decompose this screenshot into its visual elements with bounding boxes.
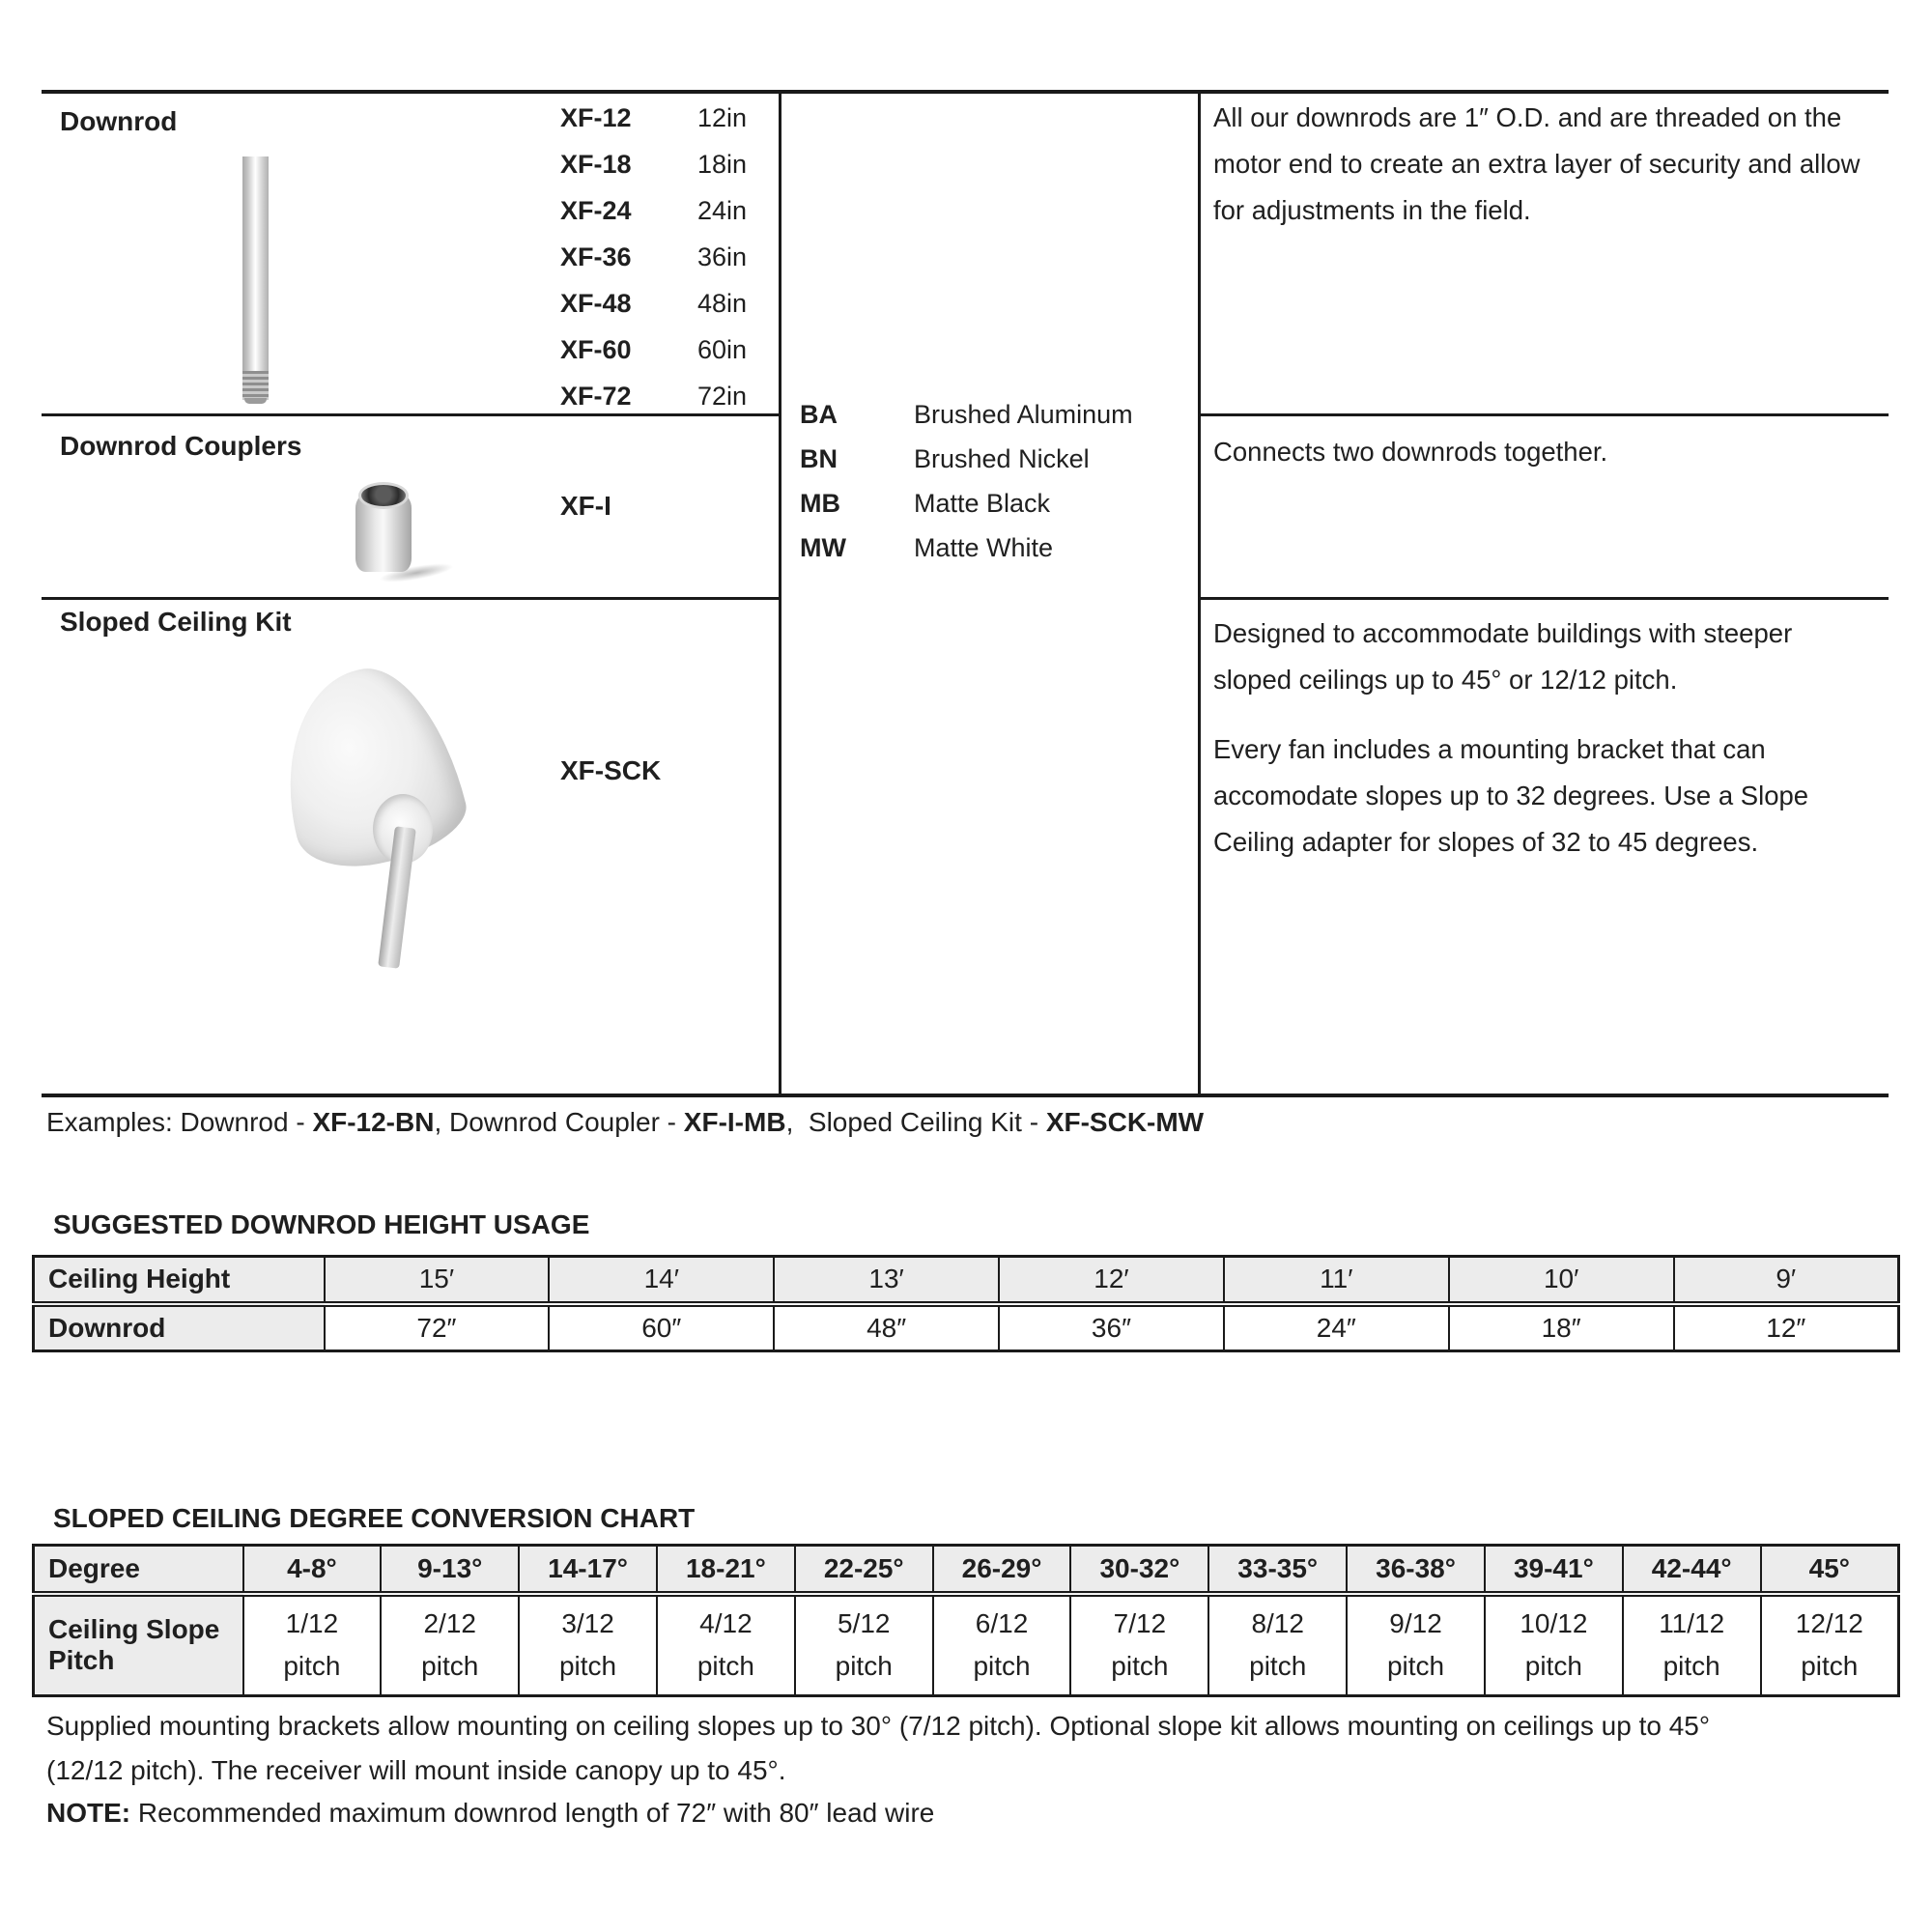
sloped-kit-section-title: Sloped Ceiling Kit bbox=[60, 607, 292, 637]
finish-legend bbox=[800, 392, 1133, 570]
downrod-image bbox=[242, 156, 269, 373]
downrod-height-usage-table bbox=[32, 1255, 1900, 1352]
coupler-model-code: XF-I bbox=[560, 491, 611, 521]
pitch-word: pitch bbox=[558, 1651, 617, 1682]
footnote-line-1: Supplied mounting brackets allow mounting on ceiling slopes up to 30° (7/12 pitch). Optional slope kit allows mounting on ceilings up to 45° bbox=[46, 1711, 1711, 1741]
value-cell: 15′ bbox=[325, 1257, 550, 1304]
table-header-row bbox=[34, 1546, 1899, 1594]
downrod-model-row bbox=[560, 373, 747, 419]
value-cell: 36″ bbox=[999, 1304, 1224, 1351]
pitch-fraction: 2/12 bbox=[423, 1608, 476, 1639]
value-cell: 60″ bbox=[549, 1304, 774, 1351]
value-cell: 9′ bbox=[1674, 1257, 1899, 1304]
downrod-model-code: XF-48 bbox=[560, 288, 632, 318]
note-label: NOTE: bbox=[46, 1798, 131, 1828]
degree-header-cell: 18-21° bbox=[657, 1546, 795, 1594]
downrod-description: All our downrods are 1″ O.D. and are threaded on the motor end to create an extra layer of security and allow for adjustments in the field. bbox=[1213, 102, 1861, 225]
value-cell: 24″ bbox=[1224, 1304, 1449, 1351]
downrod-model-row bbox=[560, 327, 747, 373]
downrod-model-row bbox=[560, 280, 747, 327]
finish-code: BN bbox=[800, 443, 838, 473]
finish-name: Brushed Nickel bbox=[914, 443, 1090, 473]
coupler-description: Connects two downrods together. bbox=[1213, 437, 1608, 467]
pitch-fraction: 4/12 bbox=[699, 1608, 753, 1639]
downrod-tip-detail bbox=[244, 398, 267, 404]
pitch-value-cell bbox=[933, 1594, 1071, 1696]
row-label-cell: Ceiling Height bbox=[34, 1257, 325, 1304]
pitch-word: pitch bbox=[1249, 1651, 1307, 1682]
finish-code: MW bbox=[800, 532, 846, 562]
degree-header-cell: 30-32° bbox=[1070, 1546, 1208, 1594]
degree-header-cell: 45° bbox=[1761, 1546, 1899, 1594]
pitch-fraction: 11/12 bbox=[1659, 1608, 1725, 1639]
pitch-word: pitch bbox=[1801, 1651, 1859, 1682]
downrod-thread-detail bbox=[242, 371, 269, 400]
finish-code: MB bbox=[800, 488, 840, 518]
example-coupler-code: XF-I-MB bbox=[683, 1107, 786, 1137]
table-row bbox=[34, 1304, 1899, 1351]
pitch-fraction: 8/12 bbox=[1251, 1608, 1304, 1639]
degree-header-cell: 9-13° bbox=[381, 1546, 519, 1594]
finish-row bbox=[800, 481, 1133, 526]
finish-name: Brushed Aluminum bbox=[914, 399, 1133, 429]
degree-header-cell: 22-25° bbox=[795, 1546, 933, 1594]
bottom-rule bbox=[42, 1094, 1889, 1097]
downrod-model-row bbox=[560, 187, 747, 234]
note-line bbox=[46, 1791, 1891, 1835]
pitch-word: pitch bbox=[1662, 1651, 1720, 1682]
table-row bbox=[34, 1594, 1899, 1696]
column-divider-2 bbox=[1198, 90, 1201, 1097]
pitch-label-cell: Ceiling Slope Pitch bbox=[34, 1594, 243, 1696]
pitch-fraction: 9/12 bbox=[1389, 1608, 1442, 1639]
finish-name: Matte White bbox=[914, 532, 1054, 562]
sloped-kit-model-code: XF-SCK bbox=[560, 755, 662, 785]
degree-conversion-table bbox=[32, 1544, 1900, 1697]
example-downrod-code: XF-12-BN bbox=[312, 1107, 435, 1137]
downrod-model-code: XF-60 bbox=[560, 334, 632, 364]
sloped-kit-canopy-image bbox=[261, 652, 474, 881]
downrod-section-title: Downrod bbox=[60, 106, 178, 136]
downrod-model-size: 12in bbox=[697, 102, 748, 132]
downrod-model-code: XF-18 bbox=[560, 149, 632, 179]
pitch-value-cell bbox=[657, 1594, 795, 1696]
pitch-value-cell bbox=[519, 1594, 657, 1696]
value-cell: 48″ bbox=[774, 1304, 999, 1351]
pitch-word: pitch bbox=[1111, 1651, 1169, 1682]
pitch-word: pitch bbox=[696, 1651, 754, 1682]
value-cell: 18″ bbox=[1449, 1304, 1674, 1351]
downrod-model-code: XF-36 bbox=[560, 242, 632, 271]
value-cell: 10′ bbox=[1449, 1257, 1674, 1304]
pitch-value-cell bbox=[1208, 1594, 1347, 1696]
pitch-value-cell bbox=[243, 1594, 382, 1696]
coupler-opening bbox=[358, 482, 409, 509]
downrod-model-size: 36in bbox=[697, 242, 748, 271]
value-cell: 12″ bbox=[1674, 1304, 1899, 1351]
value-cell: 13′ bbox=[774, 1257, 999, 1304]
value-cell: 12′ bbox=[999, 1257, 1224, 1304]
downrod-model-size: 60in bbox=[697, 334, 748, 364]
pitch-word: pitch bbox=[973, 1651, 1031, 1682]
finish-row bbox=[800, 526, 1133, 570]
finish-row bbox=[800, 437, 1133, 481]
pitch-word: pitch bbox=[421, 1651, 479, 1682]
value-cell: 14′ bbox=[549, 1257, 774, 1304]
row-label-cell: Downrod bbox=[34, 1304, 325, 1351]
pitch-word: pitch bbox=[1386, 1651, 1445, 1682]
example-sloped-kit-code: XF-SCK-MW bbox=[1045, 1107, 1205, 1137]
pitch-fraction: 6/12 bbox=[975, 1608, 1029, 1639]
finish-code: BA bbox=[800, 399, 838, 429]
height-usage-table-title: SUGGESTED DOWNROD HEIGHT USAGE bbox=[53, 1209, 590, 1239]
left-row-divider-2 bbox=[42, 597, 779, 600]
degree-header-cell: 36-38° bbox=[1347, 1546, 1485, 1594]
downrod-model-size: 18in bbox=[697, 149, 748, 179]
degree-header-cell: 42-44° bbox=[1623, 1546, 1761, 1594]
degree-header-cell: 39-41° bbox=[1485, 1546, 1623, 1594]
degree-header-cell: 4-8° bbox=[243, 1546, 382, 1594]
downrod-model-code: XF-24 bbox=[560, 195, 632, 225]
table-row bbox=[34, 1257, 1899, 1304]
degree-label-cell: Degree bbox=[34, 1546, 243, 1594]
downrod-model-list bbox=[560, 95, 747, 419]
downrod-model-size: 72in bbox=[697, 381, 748, 411]
pitch-value-cell bbox=[1761, 1594, 1899, 1696]
couplers-section-title: Downrod Couplers bbox=[60, 431, 302, 461]
sloped-kit-description-1: Designed to accommodate buildings with steeper sloped ceilings up to 45° or 12/12 pitch. bbox=[1213, 618, 1793, 695]
value-cell: 11′ bbox=[1224, 1257, 1449, 1304]
pitch-value-cell bbox=[795, 1594, 933, 1696]
downrod-model-size: 48in bbox=[697, 288, 748, 318]
right-row-divider-1 bbox=[1201, 413, 1889, 416]
pitch-fraction: 12/12 bbox=[1795, 1608, 1863, 1639]
sloped-kit-description-2: Every fan includes a mounting bracket that can accomodate slopes up to 32 degrees. Use a Slope Ceiling adapter for slopes of 32 to 45 degrees. bbox=[1213, 734, 1809, 857]
column-divider-1 bbox=[779, 90, 781, 1097]
examples-mid2: , Sloped Ceiling Kit - bbox=[785, 1107, 1046, 1137]
degree-header-cell: 26-29° bbox=[933, 1546, 1071, 1594]
downrod-model-row bbox=[560, 95, 747, 141]
pitch-word: pitch bbox=[283, 1651, 341, 1682]
degree-header-cell: 33-35° bbox=[1208, 1546, 1347, 1594]
degree-header-cell: 14-17° bbox=[519, 1546, 657, 1594]
pitch-value-cell bbox=[1485, 1594, 1623, 1696]
pitch-word: pitch bbox=[835, 1651, 893, 1682]
examples-mid1: , Downrod Coupler - bbox=[434, 1107, 684, 1137]
top-rule bbox=[42, 90, 1889, 94]
pitch-fraction: 5/12 bbox=[837, 1608, 891, 1639]
pitch-value-cell bbox=[381, 1594, 519, 1696]
pitch-fraction: 10/12 bbox=[1520, 1608, 1588, 1639]
pitch-word: pitch bbox=[1524, 1651, 1582, 1682]
finish-row bbox=[800, 392, 1133, 437]
degree-conversion-table-title: SLOPED CEILING DEGREE CONVERSION CHART bbox=[53, 1503, 696, 1533]
downrod-model-code: XF-72 bbox=[560, 381, 632, 411]
pitch-fraction: 1/12 bbox=[285, 1608, 339, 1639]
note-text: Recommended maximum downrod length of 72″ with 80″ lead wire bbox=[130, 1798, 935, 1828]
pitch-value-cell bbox=[1623, 1594, 1761, 1696]
downrod-model-row bbox=[560, 141, 747, 187]
right-row-divider-2 bbox=[1201, 597, 1889, 600]
finish-name: Matte Black bbox=[914, 488, 1051, 518]
downrod-model-code: XF-12 bbox=[560, 102, 632, 132]
pitch-fraction: 7/12 bbox=[1113, 1608, 1167, 1639]
downrod-model-row bbox=[560, 234, 747, 280]
pitch-value-cell bbox=[1070, 1594, 1208, 1696]
pitch-fraction: 3/12 bbox=[561, 1608, 614, 1639]
value-cell: 72″ bbox=[325, 1304, 550, 1351]
pitch-value-cell bbox=[1347, 1594, 1485, 1696]
examples-line bbox=[46, 1107, 1204, 1138]
footnote-line-2: (12/12 pitch). The receiver will mount inside canopy up to 45°. bbox=[46, 1755, 786, 1785]
examples-prefix: Examples: Downrod - bbox=[46, 1107, 313, 1137]
downrod-model-size: 24in bbox=[697, 195, 748, 225]
